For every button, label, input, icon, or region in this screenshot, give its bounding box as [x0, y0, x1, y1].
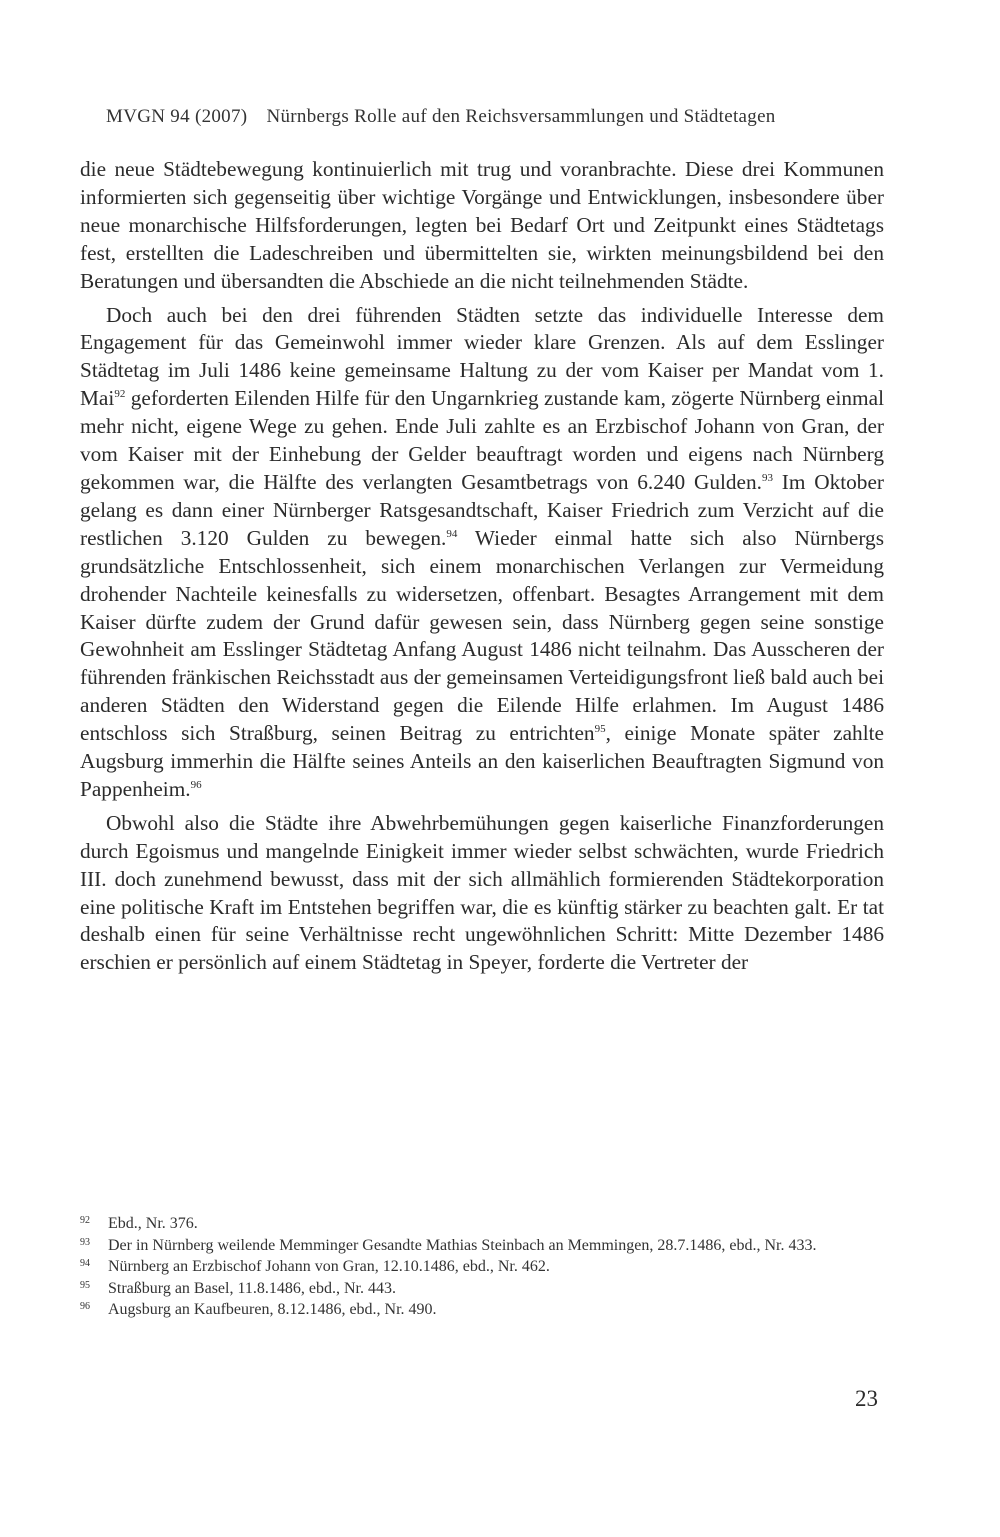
text-segment: , einige Monate später zahlte Augsburg immerhin die Hälfte seines Anteils an den kaiserlichen Beauftragten Sigmund von Pappenheim.: [80, 721, 884, 801]
text-segment: Im Oktober gelang es dann einer Nürnberger Ratsgesandtschaft, Kaiser Friedrich zum Verzicht auf die restlichen 3.120 Gulden zu bewegen.: [80, 469, 884, 550]
text-segment: Wieder einmal hatte sich also Nürnbergs grundsätzliche Entschlossenheit, sich einem monarchischen Verlangen zur Vermeidung drohender Nachteile keinesfalls zu widersetzen, offenbart. Besagtes Arrangement mit dem Kaiser dürfte zudem der Grund dafür gewesen sein, dass Nürnberg gegen seine sonstige Gewohnheit am Esslinger Städtetag Anfang August 1486 nicht teilnahm. Das Ausscheren der führenden fränkischen Reichsstadt aus der gemeinsamen Verteidigungsfront ließ bald auch bei anderen Städten den Widerstand gegen die Eilende Hilfe erlahmen. Im August 1486 entschloss sich Straßburg, seinen Beitrag zu entrichten: [80, 525, 884, 746]
running-header: [106, 106, 866, 128]
journal-series: MVGN 94 (2007): [106, 106, 248, 127]
paragraph-2: [80, 302, 884, 804]
footnote-ref-94[interactable]: 94: [446, 527, 458, 540]
text-segment: Doch auch bei den drei führenden Städten setzte das individuelle Interesse dem Engagement für das Gemeinwohl immer wieder klare Grenzen. Als auf dem Esslinger Städtetag im Juli 1486 keine gemeinsame Haltung zu der vom Kaiser per Mandat vom 1. Mai: [80, 302, 884, 411]
text-segment: geforderten Eilenden Hilfe für den Ungarnkrieg zustande kam, zögerte Nürnberg einmal mehr nicht, eigene Wege zu gehen. Ende Juli zahlte es an Erzbischof Johann von Gran, der vom Kaiser mit der Einhebung der Gelder beauftragt worden und eigens nach Nürnberg gekommen war, die Hälfte des verlangten Gesamtbetrags von 6.240 Gulden.: [80, 386, 884, 494]
footnote-ref-96[interactable]: 96: [190, 778, 202, 791]
footnote-text: Straßburg an Basel, 11.8.1486, ebd., Nr. 443.: [108, 1279, 396, 1297]
page-number: 23: [855, 1386, 878, 1411]
footnote: [80, 1257, 886, 1277]
footnote-text: Der in Nürnberg weilende Memminger Gesandte Mathias Steinbach an Memmingen, 28.7.1486, ebd., Nr. 433.: [108, 1236, 817, 1254]
footnote: [80, 1300, 886, 1320]
footnote-text: Augsburg an Kaufbeuren, 8.12.1486, ebd., Nr. 490.: [108, 1301, 437, 1319]
footnote-ref-95[interactable]: 95: [594, 723, 606, 736]
paragraph-1: die neue Städtebewegung kontinuierlich mit trug und voranbrachte. Diese drei Kommunen informierten sich gegenseitig über wichtige Vorgänge und Entwicklungen, insbesondere über neue monarchische Hilfsforderungen, legten bei Bedarf Ort und Zeitpunkt eines Städtetags fest, erstellten die Ladeschreiben und übermittelten sie, wirkten meinungsbildend bei den Beratungen und übersandten die Abschiede an die nicht teilnehmenden Städte.: [80, 157, 884, 293]
footnote-number: 95: [80, 1279, 90, 1291]
footnote-ref-93[interactable]: 93: [761, 471, 773, 484]
footnote-number: 96: [80, 1301, 90, 1313]
footnote-text: Nürnberg an Erzbischof Johann von Gran, 12.10.1486, ebd., Nr. 462.: [108, 1258, 550, 1276]
footnote-ref-92[interactable]: 92: [114, 388, 126, 401]
footnote: [80, 1236, 886, 1256]
footnote-number: 92: [80, 1215, 90, 1226]
footnotes: [80, 1214, 886, 1322]
footnote-text: Ebd., Nr. 376.: [108, 1215, 198, 1232]
footnote: [80, 1279, 886, 1299]
footnote: [80, 1214, 886, 1234]
footnote-number: 93: [80, 1236, 90, 1248]
running-title: Nürnbergs Rolle auf den Reichsversammlungen und Städtetagen: [266, 106, 776, 127]
main-text: [80, 156, 884, 977]
footnote-number: 94: [80, 1258, 90, 1270]
paragraph-3: Obwohl also die Städte ihre Abwehrbemühungen gegen kaiserliche Finanzforderungen durch Egoismus und mangelnde Einigkeit immer wieder selbst schwächten, wurde Friedrich III. doch zunehmend bewusst, dass mit der sich allmählich formierenden Städtekorporation eine politische Kraft im Entstehen begriffen war, die es künftig stärker zu beachten galt. Er tat deshalb einen für seine Verhältnisse recht ungewöhnlichen Schritt: Mitte Dezember 1486 erschien er persönlich auf einem Städtetag in Speyer, forderte die Vertreter der: [80, 810, 884, 975]
